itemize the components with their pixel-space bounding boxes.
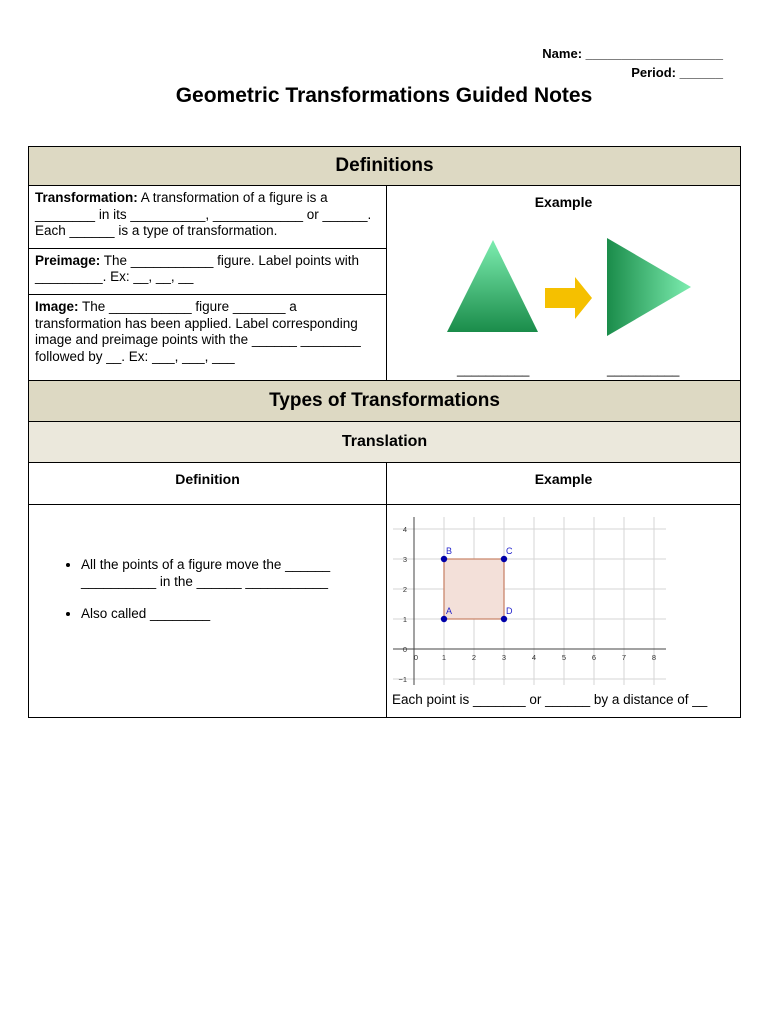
translation-caption: Each point is _______ or ______ by a distance of __: [392, 692, 708, 707]
point-d: [501, 616, 507, 622]
example-blank-right[interactable]: __________: [607, 362, 680, 377]
definitions-heading: Definitions: [29, 147, 741, 186]
x-tick-label: 0: [413, 653, 419, 662]
translation-bullet: • All the points of a figure move the ______ __________ in the ______ ___________: [81, 557, 386, 590]
period-field[interactable]: Period: ______: [631, 65, 723, 80]
translation-example-cell: [387, 505, 741, 718]
transformation-term: Transformation:: [35, 190, 138, 205]
y-tick-label: −1: [398, 675, 407, 684]
translation-definition-cell: [29, 505, 387, 718]
image-term: Image:: [35, 299, 79, 315]
example-blank-left[interactable]: __________: [457, 362, 530, 377]
point-a: [441, 616, 447, 622]
example-column-heading: Example: [387, 463, 741, 505]
definition-column-heading: Definition: [29, 463, 387, 505]
definitions-example-cell: [387, 186, 741, 381]
notes-table: [28, 146, 741, 718]
name-field[interactable]: Name: ___________________: [542, 46, 723, 61]
x-tick-label: 3: [501, 653, 507, 662]
image-triangle: [607, 238, 691, 336]
y-tick-label: 2: [402, 585, 407, 594]
preimage-definition: [29, 248, 387, 294]
y-tick-label: 1: [402, 615, 407, 624]
x-tick-label: 4: [531, 653, 537, 662]
image-definition: [29, 295, 387, 381]
y-tick-label: 0: [402, 645, 407, 654]
translation-bullets: [29, 505, 386, 623]
x-tick-label: 7: [621, 653, 627, 662]
transformation-definition: [29, 186, 387, 249]
preimage-triangle: [447, 240, 538, 332]
page-title: Geometric Transformations Guided Notes: [175, 84, 593, 107]
point-c: [501, 556, 507, 562]
transformation-text: A transformation of a figure is a ________ in its __________, ____________ or ______. Each ______ is a type of transformation.: [35, 190, 372, 238]
image-text: The ___________ figure _______ a transformation has been applied. Label corresponding image and preimage points with the ______ ________ followed by __. Ex: ___, ___, ___: [35, 299, 361, 364]
x-tick-label: 6: [591, 653, 597, 662]
preimage-image-example: [387, 210, 739, 380]
point-b: [441, 556, 447, 562]
preimage-term: Preimage:: [35, 252, 101, 268]
point-label: C: [506, 546, 513, 556]
square-abcd: [444, 559, 504, 619]
y-tick-label: 4: [402, 525, 407, 534]
y-tick-label: 3: [402, 555, 407, 564]
arrow-icon: [545, 277, 592, 319]
definitions-example-heading: Example: [534, 194, 593, 210]
types-heading: Types of Transformations: [29, 381, 741, 422]
translation-bullet: • Also called ________: [81, 606, 386, 623]
x-tick-label: 2: [471, 653, 477, 662]
point-label: B: [446, 546, 453, 556]
point-label: D: [506, 606, 513, 616]
point-label: A: [446, 606, 453, 616]
translation-heading: Translation: [29, 422, 741, 463]
x-tick-label: 1: [441, 653, 447, 662]
x-tick-label: 8: [651, 653, 657, 662]
x-tick-label: 5: [561, 653, 567, 662]
coordinate-graph: [387, 505, 739, 687]
preimage-text: The ___________ figure. Label points with _________. Ex: __, __, __: [35, 252, 359, 285]
